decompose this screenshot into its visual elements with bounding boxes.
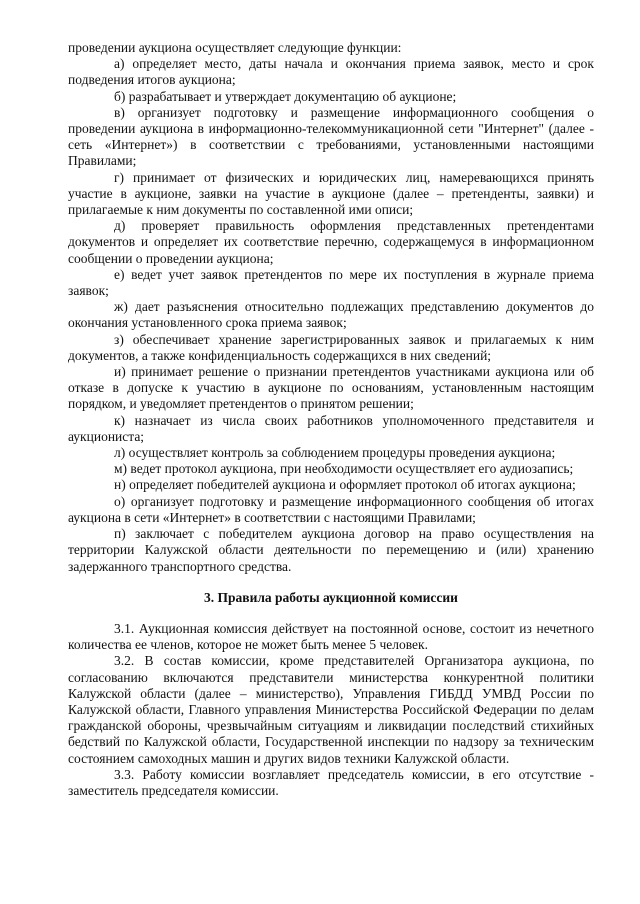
section-paragraph-3-3: 3.3. Работу комиссии возглавляет председатель комиссии, в его отсутствие - заместитель председателя комиссии. — [68, 766, 594, 798]
function-item-zh: ж) дает разъяснения относительно подлежащих представлению документов до окончания установленного срока приема заявок; — [68, 299, 594, 331]
section-paragraph-3-1: 3.1. Аукционная комиссия действует на постоянной основе, состоит из нечетного количества ее членов, которое не может быть менее 5 человек. — [68, 620, 594, 653]
function-item-p: п) заключает с победителем аукциона договор на право осуществления на территории Калужской области деятельности по перемещению и (или) хранению задержанного транспортного средства. — [68, 526, 594, 574]
function-item-b: б) разрабатывает и утверждает документацию об аукционе; — [114, 88, 457, 104]
function-item-n: н) определяет победителей аукциона и оформляет протокол об итогах аукциона; — [114, 477, 576, 493]
function-item-g: г) принимает от физических и юридических лиц, намеревающихся принять участие в аукционе, заявки на участие в аукционе (далее – претенденты, заявки) и прилагаемые к ним документы по составленной ими описи; — [68, 169, 594, 218]
function-item-k: к) назначает из числа своих работников уполномоченного представителя и аукциониста; — [68, 412, 594, 444]
section-paragraph-3-2: 3.2. В состав комиссии, кроме представителей Организатора аукциона, по согласованию включаются представители министерства конкурентной политики Калужской области (далее – министерство), Управления ГИБДД УМВД России по Калужской области, Главного управления Министерства Российской Федерации по делам гражданской обороны, чрезвычайным ситуациям и ликвидации последствий стихийных бедствий по Калужской области, Государственной инспекции по надзору за техническим состоянием самоходных машин и других видов техники Калужской области. — [68, 653, 594, 766]
document-page — [68, 40, 594, 799]
function-item-e: е) ведет учет заявок претендентов по мере их поступления в журнале приема заявок; — [68, 266, 594, 299]
intro-paragraph: проведении аукциона осуществляет следующие функции: — [68, 40, 402, 55]
functions-list — [68, 56, 594, 575]
function-item-d: д) проверяет правильность оформления представленных претендентами документов и определяет их соответствие перечню, содержащемуся в информационном сообщении о проведении аукциона; — [68, 218, 594, 266]
function-item-a: а) определяет место, даты начала и окончания приема заявок, место и срок подведения итогов аукциона; — [68, 56, 594, 88]
section-body — [68, 621, 594, 799]
function-item-o: о) организует подготовку и размещение информационного сообщения об итогах аукциона в сети «Интернет» в соответствии с настоящими Правилами; — [68, 493, 594, 525]
function-item-z: з) обеспечивает хранение зарегистрированных заявок и прилагаемых к ним документов, а также конфиденциальность содержащихся в них сведений; — [68, 331, 594, 363]
function-item-m: м) ведет протокол аукциона, при необходимости осуществляет его аудиозапись; — [114, 461, 574, 477]
function-item-i: и) принимает решение о признании претендентов участниками аукциона или об отказе в допуске к участию в аукционе по основаниям, установленным настоящим порядком, и уведомляет претендентов о принятом решении; — [68, 364, 594, 412]
section-title: 3. Правила работы аукционной комиссии — [204, 589, 458, 605]
function-item-v: в) организует подготовку и размещение информационного сообщения о проведении аукциона в информационно-телекоммуникационной сети "Интернет" (далее - сеть «Интернет») в соответствии с требованиями, установленными настоящими Правилами; — [68, 104, 594, 169]
function-item-l: л) осуществляет контроль за соблюдением процедуры проведения аукциона; — [114, 445, 556, 461]
